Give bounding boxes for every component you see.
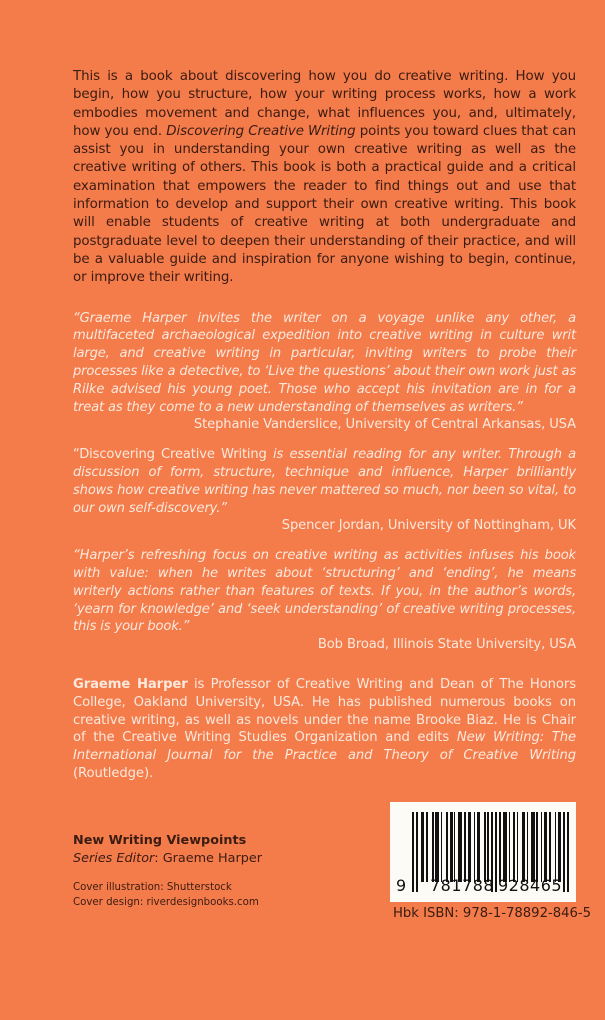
- cover-credits: [73, 880, 262, 910]
- isbn-label: Hbk ISBN: 978-1-78892-846-5: [393, 906, 592, 921]
- series-title: New Writing Viewpoints: [73, 833, 247, 848]
- barcode-digits: 9 781788 928465: [396, 876, 563, 895]
- endorsement-attribution: Spencer Jordan, University of Nottingham, UK: [281, 518, 576, 534]
- author-bio: Graeme Harper is Professor of Creative Writing and Dean of The Honors College, Oakland University, USA. He has published numerous books on creative writing, as well as novels under the name Brooke Biaz. He is Chair of the Creative Writing Studies Organization and edits New Writing: The International Journal for the Practice and Theory of Creative Writing (Routledge).: [73, 676, 576, 781]
- endorsement: [73, 310, 576, 435]
- author-name: Graeme Harper: [73, 676, 188, 692]
- series-editor-name: Graeme Harper: [162, 851, 262, 866]
- back-cover-text: [73, 68, 576, 783]
- isbn-barcode: [390, 802, 576, 902]
- book-description: [73, 68, 576, 288]
- design-credit: Cover design: riverdesignbooks.com: [73, 897, 259, 908]
- endorsement-quote: “Discovering Creative Writing is essential reading for any writer. Through a discussion of form, structure, technique and influence, Harper brilliantly shows how creative writing has never mattered so much, nor been so vital, to our own self-discovery.”: [73, 447, 576, 516]
- series-editor: Series Editor: Graeme Harper: [73, 851, 262, 866]
- endorsement: [73, 547, 576, 654]
- endorsement-quote: “Graeme Harper invites the writer on a voyage unlike any other, a multifaceted archaeological expedition into creative writing in culture writ large, and creative writing in particular, inviting writers to probe their processes like a detective, to ‘Live the questions’ about their own work just as Rilke advised his young poet. Those who accept his invitation are in for a treat as they come to a new understanding of themselves as writers.”: [73, 310, 576, 415]
- series-info: [73, 832, 262, 910]
- endorsement-attribution: Stephanie Vanderslice, University of Central Arkansas, USA: [193, 417, 576, 433]
- description-text: This is a book about discovering how you do creative writing. How you begin, how you structure, how your writing process works, how a work embodies movement and change, what influences you, and, ultimately, how you end.: [73, 69, 576, 139]
- description-text: points you toward clues that can assist you in understanding your own creative writing as well as the creative writing of others. This book is both a practical guide and a critical examination that empowers the reader to find things out and use that information to develop and support their own creative writing. This book will enable students of creative writing at both undergraduate and postgraduate level to deepen their understanding of their practice, and will be a valuable guide and inspiration for anyone wishing to begin, continue, or improve their writing.: [73, 123, 577, 286]
- journal-title: New Writing: The International Journal for the Practice and Theory of Creative Writing: [73, 730, 576, 764]
- illustration-credit: Cover illustration: Shutterstock: [73, 882, 232, 893]
- endorsement-quote: “Harper’s refreshing focus on creative writing as activities infuses his book with value: when he writes about ‘structuring’ and ‘ending’, he means writerly actions rather than features of texts. If you, in the author’s words, ‘yearn for knowledge’ and ‘seek understanding’ of creative writing processes, this is your book.”: [73, 548, 576, 635]
- book-title-inline: Discovering Creative Writing: [166, 123, 356, 139]
- endorsement: [73, 446, 576, 535]
- endorsement-attribution: Bob Broad, Illinois State University, USA: [317, 637, 576, 653]
